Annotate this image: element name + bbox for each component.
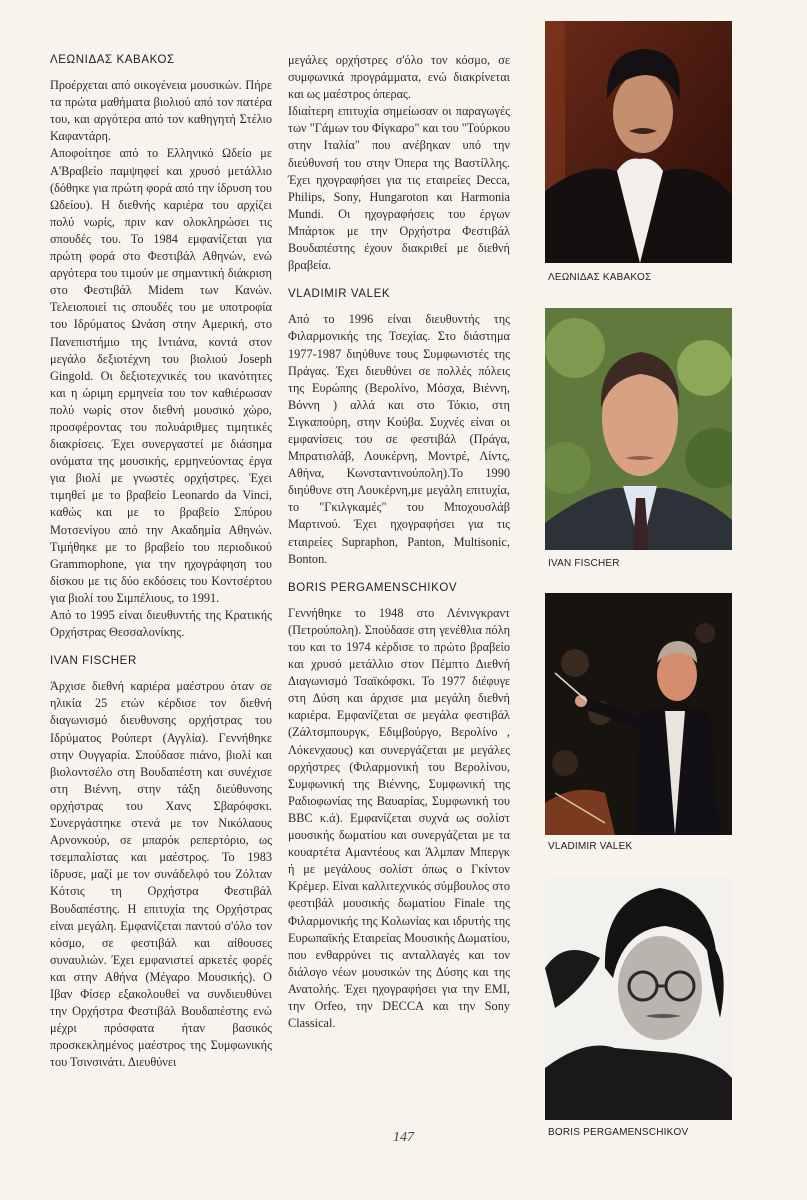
pergamenschikov-heading: BORIS PERGAMENSCHIKOV <box>288 581 458 594</box>
valek-photo <box>545 593 732 835</box>
pergamenschikov-paragraph-1: Γεννήθηκε το 1948 στο Λένινγκραντ (Πετρούπολη). Σπούδασε στη γενέθλια πόλη του και το 1974 κέρδισε το πρώτο βραβείο και χρυσό μετάλλιο στον Πέμπτο Διεθνή Διαγωνισμό Τσαϊκόφσκι. Το 1977 διέφυγε στη Δύση και άρχισε μια μεγάλη διεθνή καριέρα. Εμφανίζεται σε μεγάλα φεστιβάλ (Ζάλτσμπουργκ, Εδιμβούργο, Βερολίνο , Λόκενχαους) και συνεργάζεται με μεγάλες ορχήστρες (Φιλαρμονική του Βερολίνου, Συμφωνική της Βιέννης, Συμφωνική της Ραδιοφωνίας της Βαυαρίας, Συμφωνική του BBC κ.ά). Εμφανίζεται συχνά ως σολίστ μουσικής δωματίου και συνεργάζεται με τα κουαρτέτα Αμαντέους και Άλμπαν Μπεργκ ή με μεγάλους σολίστ όπως ο Γκίντον Κρέμερ. Είναι καλλιτεχνικός σύμβουλος στο φεστιβάλ μουσικής δωματίου Finale της Φιλαρμονικής της Κολωνίας και ιδρυτής της Ευρωπαϊκής Εταιρείας Μουσικής Δωματίου, που ενθαρρύνει τις ανταλλαγές και τον διάλογο νέων μουσικών της Δύσης και της Ανατολής. Έχει ηχογραφήσει για την EMI, την Orfeo, την DECCA και την Sony Classical. <box>288 605 510 1031</box>
kavakos-heading: ΛΕΩΝΙΔΑΣ ΚΑΒΑΚΟΣ <box>50 54 175 66</box>
middle-column <box>288 52 510 1032</box>
fischer-paragraph-1: Άρχισε διεθνή καριέρα μαέστρου όταν σε ηλικία 25 ετών κέρδισε τον διεθνή διαγωνισμό διευθυνσης ορχήστρας του Ιδρύματος Ρούπερτ (Αγγλία). Γεννήθηκε στην Ουγγαρία. Σπούδασε πιάνο, βιολί και βιολοντσέλο στη Βουδαπέστη και συνέχισε στη Βιέννη, στην τάξη διεύθυνσης ορχήστρας του Χανς Σβαρόφσκι. Συνεργάστηκε στενά με τον Νικόλαους Αρνονκούρ, σε μπαρόκ ρεπερτόριο, ως τσεμπαλίστας και μαέστρος. Το 1983 ίδρυσε, μαζί με τον συνάδελφό του Ζόλταν Κότσις τη Ορχήστρα Φεστιβάλ Βουδαπέστης. Η επιτυχία της Ορχήστρας είναι μεγάλη. Εμφανίζεται παντού σ'όλο τον κόσμο, σε φεστιβάλ και αίθουσες συναυλιών. Έχει εμφανιστεί αρκετές φορές και στην Αθήνα (Μέγαρο Μουσικής). Ο Ιβαν Φίσερ εξακολουθεί να συνδιευθύνει την Ορχήστρα Φεστιβάλ Βουδαπέστης ενώ μέχρι πρόσφατα ήταν βασικός προσκεκλημένος μαέστρος της Συμφωνικής του Τσινσινάτι. Διευθύνει <box>50 679 272 1070</box>
fischer-caption: IVAN FISCHER <box>548 558 620 569</box>
fischer-photo <box>545 308 732 550</box>
kavakos-caption: ΛΕΩΝΙΔΑΣ ΚΑΒΑΚΟΣ <box>548 272 652 283</box>
kavakos-paragraph-2: Αποφοίτησε από το Ελληνικό Ωδείο με Α'Βραβείο παμψηφεί και χρυσό μετάλλιο (δόθηκε για πρώτη φορά από την ίδρυση του Ωδείου). Η διεθνής καριέρα του αρχίζει πολύ νωρίς, πριν καν ολοκληρώσει τις σπουδές του. Το 1984 εμφανίζεται για πρώτη φορά στο Φεστιβάλ Αθηνών, ενώ αργότερα του τιμούν με σημαντική διάκριση στο Φεστιβάλ Midem των Κανών. Τελειοποιεί τις σπουδές του με υποτροφία του Ιδρύματος Ωνάση στην Αμερική, στο Πανεπιστήμιο της Ιντιάνα, κοντά στον μεγάλο δεξιοτέχνη του βιολιού Joseph Gingold. Οι δεξιοτεχνικές του ικανότητες και η ώριμη ερμηνεία του τον καθιέρωσαν πολύ νωρίς στον διεθνή μουσικό χώρο, προσφέροντας του πολυάριθμες τιμητικές διακρίσεις. Έχει συνεργαστεί με διάσημα ονόματα της μουσικής, ερμηνεύοντας έργα για βιολί με γνωστές ορχήστρες. Έχει τιμηθεί με το βραβείο Leonardo da Vinci, καθώς και με το βραβείο Σπύρου Μοτσενίγου από την Ακαδημία Αθηνών. Τιμήθηκε με το βραβείο του περιοδικού Grammophone, για την ηχογράφηση του δίσκου με τις δύο εκδόσεις του Κοντσέρτου για βιολί του Σιμπέλιους, το 1991. <box>50 146 272 605</box>
left-column <box>50 52 272 1071</box>
page-number: 147 <box>393 1130 414 1145</box>
fischer-continuation: μεγάλες ορχήστρες σ'όλο τον κόσμο, σε συμφωνικά προγράμματα, ενώ διακρίνεται και ως μαέστρος όπερας. <box>288 53 510 102</box>
valek-heading: VLADIMIR VALEK <box>288 288 391 301</box>
pergamenschikov-caption: BORIS PERGAMENSCHIKOV <box>548 1127 689 1138</box>
fischer-continuation-2: Ιδιαίτερη επιτυχία σημείωσαν οι παραγωγές των "Γάμων του Φίγκαρο" και του "Τούρκου στην Ιταλία" που ανέβηκαν υπό την διεύθυνσή του στην Όπερα της Βαστίλλης. Έχει ηχογραφήσει για τις εταιρείες Decca, Philips, Sony, Hungaroton και Harmonia Mundi. Οι ηχογραφήσεις του έργων Μπάρτοκ με την Ορχήστρα Φεστιβάλ Βουδαπέστης έχουν διακριθεί με διεθνή βραβεία. <box>288 104 510 273</box>
valek-paragraph-1: Από το 1996 είναι διευθυντής της Φιλαρμονικής της Τσεχίας. Στο διάστημα 1977-1987 διηύθυνε τους Συμφωνιστές της Πράγας. Έχει διευθύνει σε πολλές πόλεις της Ευρώπης (Βερολίνο, Μόσχα, Βιέννη, Βόννη ) αλλά και στο Τόκιο, στη Σιγκαπούρη, στην Κούβα. Συχνές είναι οι εμφανίσεις του σε φεστιβάλ (Πράγα, Μπρατισλάβ, Λουκέρνη, Μοντρέ, Λίντς, Αθήνα, Κωνσταντινούπολη).Το 1990 διηύθυνε στη Λουκέρνη,με μεγάλη επιτυχία, το "Γκιλγκαμές" του Μποχουσλάβ Μαρτινού. Έχει ηχογραφήσει για τις εταιρείες Supraphon, Panton, Multisonic, Bonton. <box>288 312 510 566</box>
pergamenschikov-photo <box>545 878 732 1120</box>
valek-caption: VLADIMIR VALEK <box>548 841 633 852</box>
kavakos-paragraph-3: Από το 1995 είναι διευθυντής της Κρατικής Ορχήστρας Θεσσαλονίκης. <box>50 608 272 640</box>
fischer-heading: IVAN FISCHER <box>50 655 137 668</box>
kavakos-paragraph-1: Προέρχεται από οικογένεια μουσικών. Πήρε τα πρώτα μαθήματα βιολιού από τον πατέρα του, και αργότερα από τον καθηγητή Στέλιο Καφαντάρη. <box>50 78 272 144</box>
kavakos-photo <box>545 21 732 263</box>
